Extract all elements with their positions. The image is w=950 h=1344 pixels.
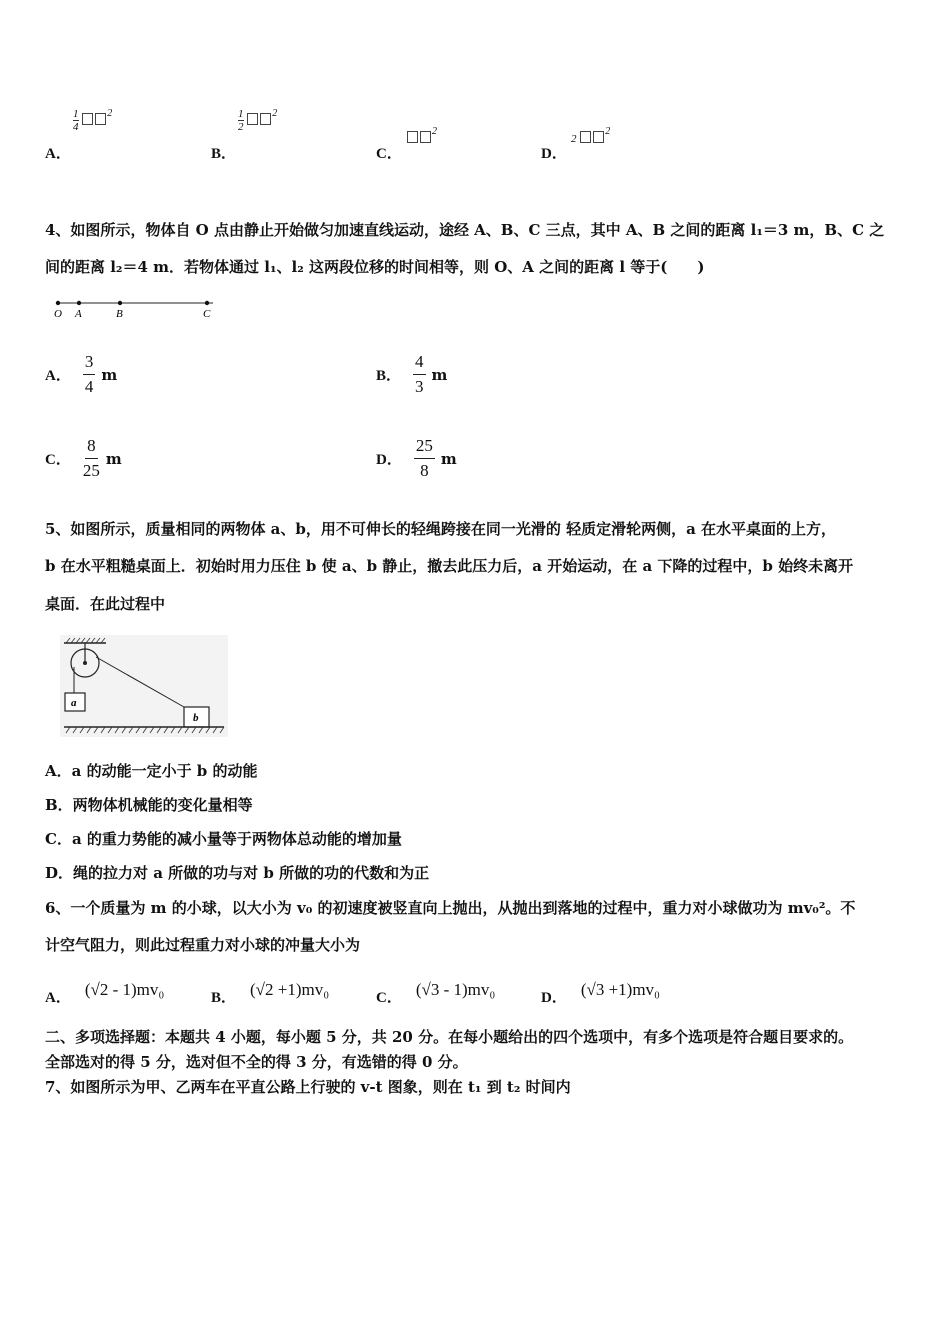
missing-glyph-icon — [82, 113, 93, 125]
exponent: 2 — [432, 126, 437, 137]
option-expression: (√3 +1)mv₀ — [580, 979, 660, 999]
unit: m — [440, 449, 457, 468]
q3-option-b-formula — [238, 108, 277, 133]
coef-den: 2 — [238, 121, 244, 133]
point-b-label: B — [116, 308, 123, 320]
option-expression: (√2 +1)mv₀ — [250, 979, 330, 999]
option-label: C． — [376, 146, 402, 162]
block-b-label: b — [193, 712, 199, 724]
block-a-label: a — [71, 697, 77, 709]
unit: m — [101, 365, 118, 384]
option-label: B． — [211, 990, 237, 1006]
missing-glyph-icon — [580, 131, 591, 143]
q4-line-diagram — [45, 292, 225, 322]
q3-option-a-formula — [73, 108, 112, 133]
q4-option-b[interactable] — [376, 352, 447, 397]
option-label: A． — [45, 146, 71, 162]
q7-stem-line1: 7、如图所示为甲、乙两车在平直公路上行驶的 v-t 图象，则在 t₁ 到 t₂ 时间内 — [45, 1078, 571, 1096]
q5-option-c[interactable]: C．a 的重力势能的减小量等于两物体总动能的增加量 — [45, 830, 402, 848]
numerator: 8 — [85, 436, 98, 459]
option-label: D． — [541, 146, 567, 162]
q4-stem-line1: 4、如图所示，物体自 O 点由静止开始做匀加速直线运动，途经 A、B、C 三点，其中 A、B 之间的距离 l₁＝3 m，B、C 之 — [45, 221, 885, 239]
section-2-line2: 全部选对的得 5 分，选对但不全的得 3 分，有选错的得 0 分。 — [45, 1053, 468, 1071]
point-a-label: A — [75, 308, 82, 320]
option-label: A． — [45, 368, 71, 384]
q3-option-a[interactable] — [45, 142, 71, 163]
coef-den: 4 — [73, 121, 79, 133]
option-expression: (√2 - 1)mv₀ — [84, 979, 165, 999]
unit: m — [431, 365, 448, 384]
fraction — [413, 352, 426, 397]
fraction — [83, 436, 100, 481]
option-label: C． — [376, 990, 402, 1006]
option-label: C． — [45, 452, 71, 468]
fraction — [83, 352, 96, 397]
point-b-dot — [118, 301, 122, 305]
fraction — [414, 436, 435, 481]
q4-option-a[interactable] — [45, 352, 117, 397]
q3-option-c-formula — [406, 126, 437, 145]
q4-option-c[interactable] — [45, 436, 122, 481]
q6-option-b[interactable] — [211, 972, 329, 1007]
exponent: 2 — [272, 108, 278, 119]
q6-stem-line2: 计空气阻力，则此过程重力对小球的冲量大小为 — [45, 936, 361, 954]
option-label: A． — [45, 990, 71, 1006]
unit: m — [105, 449, 122, 468]
option-label: D． — [541, 990, 567, 1006]
numerator: 4 — [413, 352, 426, 375]
pulley-axle — [83, 661, 87, 665]
q3-option-d-formula — [571, 126, 610, 145]
point-a-dot — [77, 301, 81, 305]
missing-glyph-icon — [593, 131, 604, 143]
point-o-label: O — [54, 308, 62, 320]
q6-stem-line1: 6、一个质量为 m 的小球，以大小为 v₀ 的初速度被竖直向上抛出，从抛出到落地的过程中，重力对小球做功为 mv₀²。不 — [45, 899, 856, 917]
denominator: 25 — [82, 461, 100, 480]
point-c-label: C — [203, 308, 211, 320]
missing-glyph-icon — [260, 113, 271, 125]
q5-stem-line1: 5、如图所示，质量相同的两物体 a、b，用不可伸长的轻绳跨接在同一光滑的 轻质定滑轮两侧，a 在水平桌面的上方， — [45, 520, 837, 538]
option-expression: (√3 - 1)mv₀ — [415, 979, 496, 999]
q6-option-d[interactable] — [541, 972, 660, 1007]
point-o-dot — [56, 301, 60, 305]
denominator: 4 — [84, 377, 94, 396]
missing-glyph-icon — [420, 131, 431, 143]
option-label: B． — [211, 146, 237, 162]
numerator: 25 — [414, 436, 435, 459]
denominator: 8 — [420, 461, 429, 480]
missing-glyph-icon — [247, 113, 258, 125]
coef-num: 1 — [238, 108, 244, 120]
q5-option-a[interactable]: A．a 的动能一定小于 b 的动能 — [45, 762, 258, 780]
q6-option-c[interactable] — [376, 972, 495, 1007]
q4-option-d[interactable] — [376, 436, 457, 481]
missing-glyph-icon — [95, 113, 106, 125]
q5-stem-line3: 桌面．在此过程中 — [45, 595, 166, 613]
q4-stem-line2: 间的距离 l₂＝4 m．若物体通过 l₁、l₂ 这两段位移的时间相等，则 O、A 之间的距离 l 等于( ) — [45, 258, 705, 276]
q6-option-a[interactable] — [45, 972, 164, 1007]
q5-option-d[interactable]: D．绳的拉力对 a 所做的功与对 b 所做的功的代数和为正 — [45, 864, 430, 882]
point-c-dot — [205, 301, 209, 305]
q5-pulley-diagram — [60, 635, 228, 737]
option-label: B． — [376, 368, 402, 384]
missing-glyph-icon — [407, 131, 418, 143]
q3-option-d[interactable] — [541, 142, 567, 163]
q3-option-b[interactable] — [211, 142, 236, 163]
exponent: 2 — [605, 126, 611, 137]
numerator: 3 — [83, 352, 96, 375]
q5-stem-line2: b 在水平粗糙桌面上．初始时用力压住 b 使 a、b 静止，撤去此压力后，a 开始运动，在 a 下降的过程中，b 始终未离开 — [45, 557, 854, 575]
coef: 2 — [571, 133, 577, 145]
option-label: D． — [376, 452, 402, 468]
denominator: 3 — [415, 377, 424, 396]
section-2-line1: 二、多项选择题：本题共 4 小题，每小题 5 分，共 20 分。在每小题给出的四个选项中，有多个选项是符合题目要求的。 — [45, 1028, 854, 1046]
q3-option-c[interactable] — [376, 142, 402, 163]
coef-num: 1 — [73, 108, 79, 120]
q5-option-b[interactable]: B．两物体机械能的变化量相等 — [45, 796, 253, 814]
exponent: 2 — [107, 108, 113, 119]
